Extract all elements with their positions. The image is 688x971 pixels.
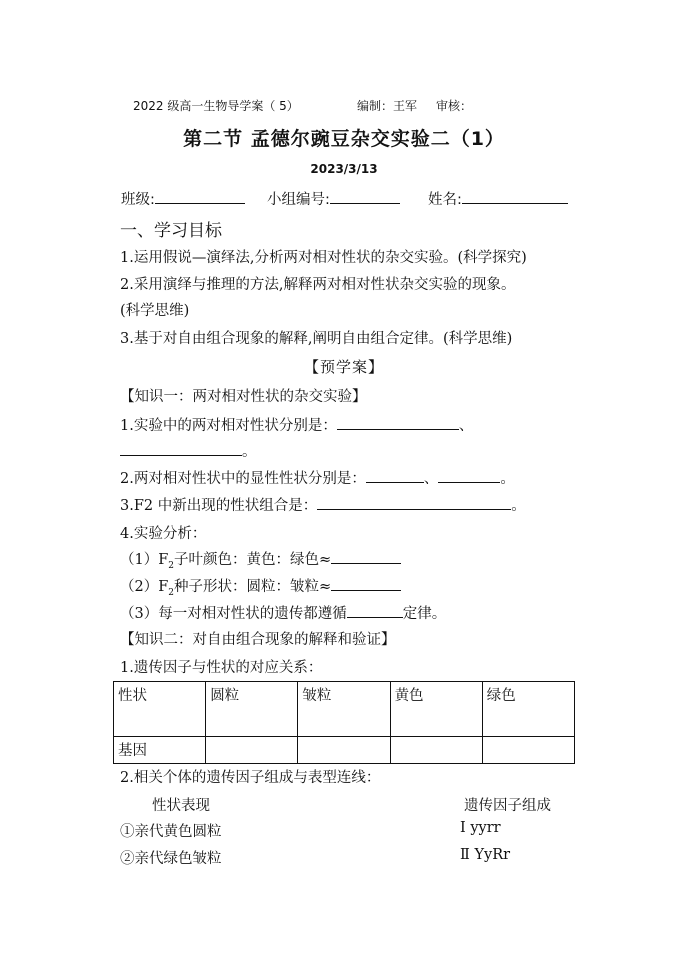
name-label: 姓名: [428,192,462,208]
k1-q4-2 [120,575,401,598]
table-row-label: 基因 [114,737,206,764]
class-blank[interactable] [155,189,245,204]
k1-q2-blank-2[interactable] [438,468,500,483]
table-answer-cell[interactable] [206,737,298,764]
class-field [121,188,245,209]
k1-q3 [120,494,526,515]
k1-q4-2-text: 种子形状：圆粒：皱粒≈ [174,579,332,595]
k1-q2-end: 。 [500,471,515,487]
table-row [114,682,575,737]
name-field [428,188,568,209]
k1-q1-text: 1.实验中的两对相对性状分别是： [120,418,337,434]
k1-q1 [120,414,473,435]
k1-q4-1-blank[interactable] [331,549,401,564]
table-row [114,737,575,764]
col-left-heading: 性状表现 [152,798,210,814]
col-right-heading: 遗传因子组成 [464,798,551,814]
name-blank[interactable] [462,189,568,204]
k1-q4-3 [120,602,446,623]
class-label: 班级: [121,192,155,208]
table-answer-cell[interactable] [298,737,390,764]
left-item-1[interactable]: ①亲代黄色圆粒 [120,824,222,840]
k1-q4-1-prefix: （1）F [120,552,169,568]
k1-heading: 【知识一：两对相对性状的杂交实验】 [120,389,367,405]
goals-heading: 一、学习目标 [120,221,222,241]
k1-q4-1-sub: 2 [168,560,175,571]
goal-item-3: 3.基于对自由组合现象的解释,阐明自由组合定律。(科学思维) [120,331,513,347]
page-title: 第二节 孟德尔豌豆杂交实验二（1） [183,128,505,150]
k2-heading: 【知识二：对自由组合现象的解释和验证】 [120,632,396,648]
table-answer-cell[interactable] [390,737,482,764]
k1-q1-blank-2[interactable] [120,441,242,456]
k1-q3-end: 。 [511,498,526,514]
k1-q2-text: 2.两对相对性状中的显性性状分别是： [120,471,366,487]
k1-q2 [120,467,515,488]
goal-item-2-cont: (科学思维) [120,303,190,319]
left-item-2[interactable]: ②亲代绿色皱粒 [120,851,222,867]
k1-q4-2-blank[interactable] [331,576,401,591]
gene-trait-table [113,681,575,764]
date-label: 2023/3/13 [310,162,378,176]
group-blank[interactable] [330,189,400,204]
goal-item-1: 1.运用假说—演绎法,分析两对相对性状的杂交实验。(科学探究) [120,250,527,266]
k1-q1-line2 [120,440,257,461]
group-field [267,188,400,209]
k1-q4-3-text: （3）每一对相对性状的遗传都遵循 [120,606,347,622]
k1-q4-3-blank[interactable] [347,603,403,618]
k1-q1-end: 。 [242,444,257,460]
k1-q4-2-prefix: （2）F [120,579,169,595]
k1-q2-sep: 、 [423,471,439,487]
k1-q1-blank-1[interactable] [337,415,459,430]
k1-q4-3-end: 定律。 [402,606,447,622]
right-item-1[interactable]: Ⅰ yyrr [460,820,501,836]
table-header-cell: 性状 [114,682,206,737]
k1-q3-blank[interactable] [317,495,511,510]
k2-q1: 1.遗传因子与性状的对应关系： [120,660,323,676]
k1-q2-blank-1[interactable] [366,468,424,483]
k1-q4-1-text: 子叶颜色：黄色：绿色≈ [174,552,332,568]
course-label: 2022 级高一生物导学案（ 5） [133,99,299,113]
table-header-cell: 圆粒 [206,682,298,737]
preview-heading: 【预学案】 [303,358,384,376]
k1-q4-1 [120,548,401,571]
right-item-2[interactable]: Ⅱ YyRr [460,847,511,863]
k1-q4: 4.实验分析： [120,526,207,542]
group-label: 小组编号: [267,192,330,208]
k1-q3-text: 3.F2 中新出现的性状组合是： [120,498,318,514]
table-header-cell: 黄色 [390,682,482,737]
editor-label: 编制：王军 [357,99,418,113]
k1-q4-2-sub: 2 [168,587,175,598]
table-header-cell: 皱粒 [298,682,390,737]
goal-item-2: 2.采用演绎与推理的方法,解释两对相对性状杂交实验的现象。 [120,277,516,293]
k1-q1-sep: 、 [458,418,474,434]
table-answer-cell[interactable] [482,737,574,764]
k2-q2: 2.相关个体的遗传因子组成与表型连线： [120,770,381,786]
reviewer-label: 审核： [436,99,473,113]
table-header-cell: 绿色 [482,682,574,737]
